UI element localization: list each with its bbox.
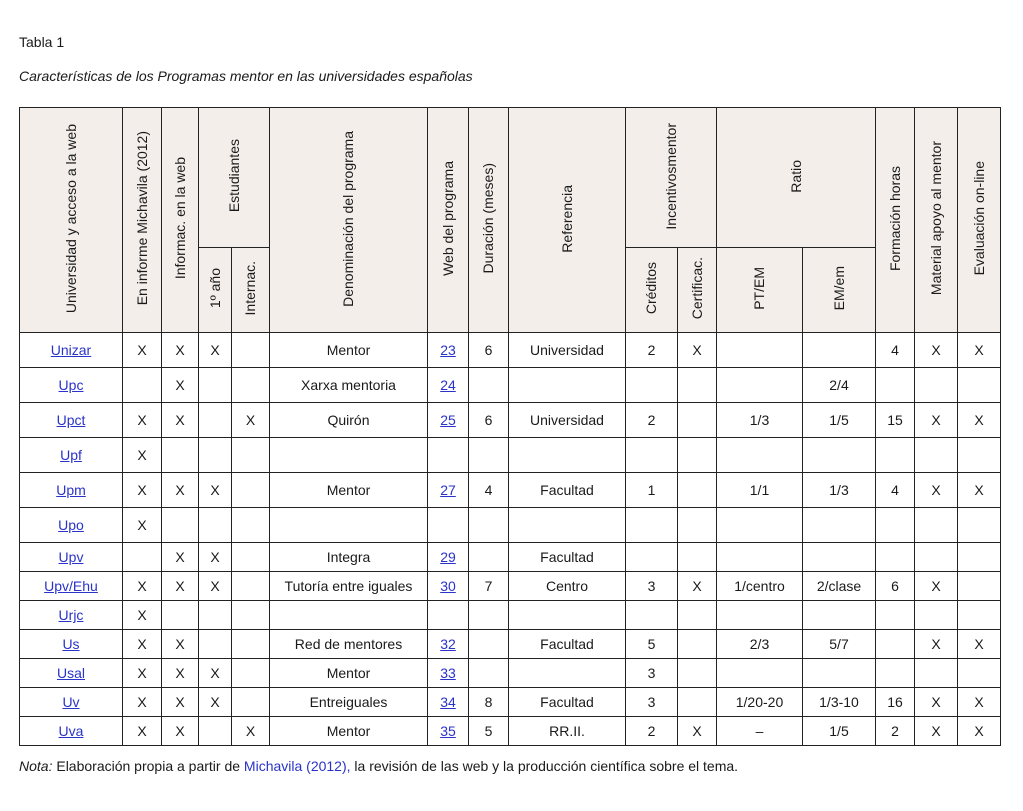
- header-internac: Internac.: [232, 248, 270, 333]
- cell-creditos: [626, 543, 678, 572]
- cell-duracion: 7: [469, 572, 509, 601]
- cell-creditos: 2: [626, 717, 678, 746]
- cell-certificac: X: [678, 333, 717, 368]
- cell-pt-em: [717, 368, 803, 403]
- mentor-programs-table: [19, 107, 1001, 746]
- cell-certificac: [678, 403, 717, 438]
- cell-duracion: [469, 543, 509, 572]
- university-link[interactable]: Upv: [58, 549, 84, 565]
- cell-denominacion: [270, 508, 428, 543]
- cell-creditos: 5: [626, 630, 678, 659]
- cell-em-em: 1/3-10: [803, 688, 876, 717]
- cell-universidad: [20, 601, 123, 630]
- program-web-link[interactable]: 33: [440, 665, 456, 681]
- table-caption-number: Tabla 1: [19, 34, 65, 50]
- cell-primer-ano: X: [199, 473, 232, 508]
- cell-material-apoyo: X: [915, 630, 958, 659]
- cell-referencia: Universidad: [509, 333, 626, 368]
- cell-em-em: 2/clase: [803, 572, 876, 601]
- header-formacion-horas: Formación horas: [876, 108, 915, 333]
- cell-universidad: [20, 572, 123, 601]
- cell-formacion-horas: 2: [876, 717, 915, 746]
- university-link[interactable]: Upm: [56, 482, 86, 498]
- table-row: [20, 572, 1001, 601]
- cell-referencia: [509, 368, 626, 403]
- table-caption-title: Características de los Programas mentor en las universidades españolas: [19, 68, 473, 84]
- header-web-programa: Web del programa: [428, 108, 469, 333]
- cell-material-apoyo: [915, 543, 958, 572]
- cell-denominacion: Xarxa mentoria: [270, 368, 428, 403]
- program-web-link[interactable]: 35: [440, 723, 456, 739]
- table-row: [20, 473, 1001, 508]
- cell-creditos: [626, 601, 678, 630]
- cell-universidad: [20, 403, 123, 438]
- cell-internac: [232, 333, 270, 368]
- cell-internac: X: [232, 717, 270, 746]
- cell-informe-michavila: X: [123, 333, 162, 368]
- header-em-em: EM/em: [803, 248, 876, 333]
- cell-formacion-horas: [876, 508, 915, 543]
- cell-referencia: Facultad: [509, 543, 626, 572]
- cell-informe-michavila: X: [123, 403, 162, 438]
- cell-primer-ano: [199, 403, 232, 438]
- cell-duracion: [469, 368, 509, 403]
- cell-pt-em: 1/20-20: [717, 688, 803, 717]
- table-row: [20, 403, 1001, 438]
- cell-em-em: [803, 543, 876, 572]
- cell-material-apoyo: X: [915, 717, 958, 746]
- table-row: [20, 717, 1001, 746]
- header-informac-web: Informac. en la web: [162, 108, 199, 333]
- cell-internac: X: [232, 403, 270, 438]
- cell-referencia: Centro: [509, 572, 626, 601]
- cell-formacion-horas: [876, 368, 915, 403]
- header-referencia: Referencia: [509, 108, 626, 333]
- header-incentivos: Incentivosmentor: [626, 108, 717, 248]
- cell-pt-em: 2/3: [717, 630, 803, 659]
- cell-internac: [232, 659, 270, 688]
- cell-primer-ano: [199, 630, 232, 659]
- cell-internac: [232, 438, 270, 473]
- cell-denominacion: Entreiguales: [270, 688, 428, 717]
- cell-web-programa: [428, 572, 469, 601]
- cell-web-programa: [428, 601, 469, 630]
- cell-informe-michavila: [123, 368, 162, 403]
- cell-evaluacion-online: [958, 659, 1001, 688]
- table-row: [20, 630, 1001, 659]
- cell-web-programa: [428, 403, 469, 438]
- cell-universidad: [20, 688, 123, 717]
- table-row: [20, 438, 1001, 473]
- cell-internac: [232, 572, 270, 601]
- cell-informe-michavila: [123, 543, 162, 572]
- program-web-link[interactable]: 25: [440, 412, 456, 428]
- cell-referencia: [509, 659, 626, 688]
- cell-internac: [232, 630, 270, 659]
- program-web-link[interactable]: 29: [440, 549, 456, 565]
- cell-material-apoyo: [915, 659, 958, 688]
- cell-material-apoyo: [915, 438, 958, 473]
- cell-referencia: RR.II.: [509, 717, 626, 746]
- cell-evaluacion-online: [958, 368, 1001, 403]
- program-web-link[interactable]: 34: [440, 694, 456, 710]
- table-row: [20, 601, 1001, 630]
- cell-informe-michavila: X: [123, 473, 162, 508]
- cell-universidad: [20, 508, 123, 543]
- header-ratio: Ratio: [717, 108, 876, 248]
- header-informe-michavila: En informe Michavila (2012): [123, 108, 162, 333]
- cell-duracion: [469, 630, 509, 659]
- note-text-end: la revisión de las web y la producción científica sobre el tema.: [350, 758, 739, 774]
- cell-referencia: [509, 508, 626, 543]
- cell-formacion-horas: [876, 438, 915, 473]
- cell-denominacion: Mentor: [270, 659, 428, 688]
- cell-evaluacion-online: X: [958, 630, 1001, 659]
- cell-denominacion: [270, 601, 428, 630]
- cell-universidad: [20, 473, 123, 508]
- cell-creditos: [626, 508, 678, 543]
- cell-formacion-horas: 4: [876, 473, 915, 508]
- cell-material-apoyo: X: [915, 473, 958, 508]
- program-web-link[interactable]: 27: [440, 482, 456, 498]
- cell-informe-michavila: X: [123, 601, 162, 630]
- cell-informe-michavila: X: [123, 630, 162, 659]
- cell-informac-web: X: [162, 630, 199, 659]
- university-link[interactable]: Upv/Ehu: [44, 578, 98, 594]
- table-row: [20, 368, 1001, 403]
- cell-internac: [232, 508, 270, 543]
- cell-web-programa: [428, 543, 469, 572]
- cell-material-apoyo: X: [915, 403, 958, 438]
- cell-universidad: [20, 333, 123, 368]
- cell-certificac: [678, 473, 717, 508]
- cell-pt-em: 1/3: [717, 403, 803, 438]
- university-link[interactable]: Unizar: [50, 342, 92, 358]
- cell-informac-web: X: [162, 717, 199, 746]
- cell-evaluacion-online: X: [958, 717, 1001, 746]
- cell-pt-em: [717, 601, 803, 630]
- table-note: [19, 758, 738, 774]
- cell-web-programa: [428, 659, 469, 688]
- cell-informe-michavila: X: [123, 717, 162, 746]
- cell-informac-web: X: [162, 403, 199, 438]
- cell-referencia: Universidad: [509, 403, 626, 438]
- cell-primer-ano: [199, 368, 232, 403]
- header-universidad: Universidad y acceso a la web: [20, 108, 123, 333]
- cell-em-em: [803, 508, 876, 543]
- cell-material-apoyo: X: [915, 333, 958, 368]
- cell-duracion: [469, 438, 509, 473]
- cell-formacion-horas: [876, 630, 915, 659]
- cell-formacion-horas: 4: [876, 333, 915, 368]
- university-link[interactable]: Upo: [58, 517, 84, 533]
- cell-referencia: [509, 438, 626, 473]
- cell-evaluacion-online: [958, 543, 1001, 572]
- cell-pt-em: –: [717, 717, 803, 746]
- university-link[interactable]: Uv: [62, 694, 80, 710]
- cell-formacion-horas: 6: [876, 572, 915, 601]
- cell-duracion: 6: [469, 403, 509, 438]
- cell-em-em: [803, 438, 876, 473]
- university-link[interactable]: Urjc: [58, 607, 84, 623]
- cell-informe-michavila: X: [123, 438, 162, 473]
- cell-web-programa: [428, 368, 469, 403]
- table-row: [20, 543, 1001, 572]
- header-primer-ano: 1º año: [199, 248, 232, 333]
- cell-internac: [232, 688, 270, 717]
- cell-primer-ano: X: [199, 333, 232, 368]
- cell-pt-em: [717, 508, 803, 543]
- header-material-apoyo: Material apoyo al mentor: [915, 108, 958, 333]
- cell-formacion-horas: 15: [876, 403, 915, 438]
- header-duracion: Duración (meses): [469, 108, 509, 333]
- cell-pt-em: [717, 543, 803, 572]
- cell-em-em: [803, 659, 876, 688]
- cell-material-apoyo: [915, 508, 958, 543]
- cell-duracion: 4: [469, 473, 509, 508]
- cell-formacion-horas: [876, 601, 915, 630]
- cell-denominacion: Mentor: [270, 333, 428, 368]
- cell-internac: [232, 473, 270, 508]
- cell-certificac: [678, 630, 717, 659]
- cell-universidad: [20, 438, 123, 473]
- cell-pt-em: 1/1: [717, 473, 803, 508]
- cell-referencia: Facultad: [509, 473, 626, 508]
- cell-pt-em: [717, 659, 803, 688]
- cell-evaluacion-online: X: [958, 473, 1001, 508]
- cell-formacion-horas: [876, 543, 915, 572]
- cell-duracion: 8: [469, 688, 509, 717]
- cell-certificac: [678, 368, 717, 403]
- cell-denominacion: Tutoría entre iguales: [270, 572, 428, 601]
- cell-evaluacion-online: [958, 438, 1001, 473]
- cell-certificac: [678, 438, 717, 473]
- cell-em-em: 1/3: [803, 473, 876, 508]
- university-link[interactable]: Us: [62, 636, 80, 652]
- cell-universidad: [20, 630, 123, 659]
- university-link[interactable]: Upct: [56, 412, 86, 428]
- cell-informe-michavila: X: [123, 508, 162, 543]
- cell-denominacion: [270, 438, 428, 473]
- cell-pt-em: 1/centro: [717, 572, 803, 601]
- cell-certificac: X: [678, 717, 717, 746]
- cell-universidad: [20, 543, 123, 572]
- cell-informac-web: X: [162, 543, 199, 572]
- cell-informac-web: X: [162, 333, 199, 368]
- table-row: [20, 659, 1001, 688]
- university-link[interactable]: Usal: [56, 665, 85, 681]
- cell-duracion: [469, 508, 509, 543]
- cell-em-em: [803, 601, 876, 630]
- cell-informac-web: [162, 601, 199, 630]
- cell-primer-ano: [199, 508, 232, 543]
- cell-primer-ano: X: [199, 688, 232, 717]
- cell-material-apoyo: [915, 368, 958, 403]
- cell-creditos: 2: [626, 403, 678, 438]
- cell-denominacion: Mentor: [270, 473, 428, 508]
- cell-web-programa: [428, 473, 469, 508]
- cell-referencia: Facultad: [509, 688, 626, 717]
- cell-primer-ano: [199, 601, 232, 630]
- cell-creditos: 1: [626, 473, 678, 508]
- cell-creditos: 3: [626, 688, 678, 717]
- cell-certificac: X: [678, 572, 717, 601]
- cell-denominacion: Red de mentores: [270, 630, 428, 659]
- cell-web-programa: [428, 717, 469, 746]
- program-web-link[interactable]: 32: [440, 636, 456, 652]
- cell-pt-em: [717, 333, 803, 368]
- cell-informe-michavila: X: [123, 659, 162, 688]
- cell-em-em: 1/5: [803, 717, 876, 746]
- cell-informac-web: X: [162, 572, 199, 601]
- cell-referencia: Facultad: [509, 630, 626, 659]
- cell-internac: [232, 601, 270, 630]
- cell-universidad: [20, 717, 123, 746]
- university-link[interactable]: Uva: [58, 723, 84, 739]
- cell-duracion: [469, 601, 509, 630]
- cell-material-apoyo: X: [915, 572, 958, 601]
- cell-web-programa: [428, 438, 469, 473]
- cell-certificac: [678, 543, 717, 572]
- cell-informac-web: X: [162, 659, 199, 688]
- cell-primer-ano: [199, 438, 232, 473]
- cell-material-apoyo: [915, 601, 958, 630]
- cell-em-em: [803, 333, 876, 368]
- university-link[interactable]: Upc: [58, 377, 84, 393]
- cell-certificac: [678, 659, 717, 688]
- cell-pt-em: [717, 438, 803, 473]
- cell-certificac: [678, 508, 717, 543]
- cell-em-em: 2/4: [803, 368, 876, 403]
- cell-internac: [232, 543, 270, 572]
- note-text-start: Elaboración propia a partir de: [52, 758, 244, 774]
- cell-denominacion: Quirón: [270, 403, 428, 438]
- cell-web-programa: [428, 688, 469, 717]
- cell-evaluacion-online: [958, 601, 1001, 630]
- cell-web-programa: [428, 508, 469, 543]
- cell-certificac: [678, 601, 717, 630]
- header-denominacion: Denominación del programa: [270, 108, 428, 333]
- cell-referencia: [509, 601, 626, 630]
- cell-informac-web: X: [162, 368, 199, 403]
- cell-informe-michavila: X: [123, 688, 162, 717]
- cell-duracion: [469, 659, 509, 688]
- cell-evaluacion-online: X: [958, 403, 1001, 438]
- cell-web-programa: [428, 630, 469, 659]
- table-row: [20, 508, 1001, 543]
- cell-creditos: [626, 438, 678, 473]
- header-certificac: Certificac.: [678, 248, 717, 333]
- cell-certificac: [678, 688, 717, 717]
- cell-primer-ano: X: [199, 659, 232, 688]
- table-row: [20, 688, 1001, 717]
- cell-em-em: 1/5: [803, 403, 876, 438]
- table-row: [20, 333, 1001, 368]
- note-label: Nota:: [19, 758, 53, 774]
- note-reference-link[interactable]: Michavila (2012),: [243, 758, 351, 774]
- cell-informac-web: [162, 438, 199, 473]
- cell-em-em: 5/7: [803, 630, 876, 659]
- cell-universidad: [20, 368, 123, 403]
- cell-creditos: [626, 368, 678, 403]
- cell-creditos: 3: [626, 572, 678, 601]
- cell-evaluacion-online: X: [958, 688, 1001, 717]
- cell-creditos: 2: [626, 333, 678, 368]
- cell-denominacion: Integra: [270, 543, 428, 572]
- cell-evaluacion-online: [958, 572, 1001, 601]
- cell-formacion-horas: [876, 659, 915, 688]
- cell-evaluacion-online: X: [958, 333, 1001, 368]
- cell-universidad: [20, 659, 123, 688]
- cell-informac-web: [162, 508, 199, 543]
- cell-web-programa: [428, 333, 469, 368]
- cell-material-apoyo: X: [915, 688, 958, 717]
- cell-informe-michavila: X: [123, 572, 162, 601]
- header-evaluacion-online: Evaluación on-line: [958, 108, 1001, 333]
- cell-informac-web: X: [162, 473, 199, 508]
- cell-evaluacion-online: [958, 508, 1001, 543]
- cell-creditos: 3: [626, 659, 678, 688]
- cell-primer-ano: [199, 717, 232, 746]
- header-estudiantes: Estudiantes: [199, 108, 270, 248]
- cell-duracion: 6: [469, 333, 509, 368]
- cell-duracion: 5: [469, 717, 509, 746]
- header-creditos: Créditos: [626, 248, 678, 333]
- cell-primer-ano: X: [199, 572, 232, 601]
- cell-denominacion: Mentor: [270, 717, 428, 746]
- program-web-link[interactable]: 30: [440, 578, 456, 594]
- table-body: [20, 333, 1001, 746]
- university-link[interactable]: Upf: [60, 447, 82, 463]
- cell-internac: [232, 368, 270, 403]
- cell-primer-ano: X: [199, 543, 232, 572]
- cell-informac-web: X: [162, 688, 199, 717]
- program-web-link[interactable]: 24: [440, 377, 456, 393]
- program-web-link[interactable]: 23: [440, 342, 456, 358]
- cell-formacion-horas: 16: [876, 688, 915, 717]
- header-pt-em: PT/EM: [717, 248, 803, 333]
